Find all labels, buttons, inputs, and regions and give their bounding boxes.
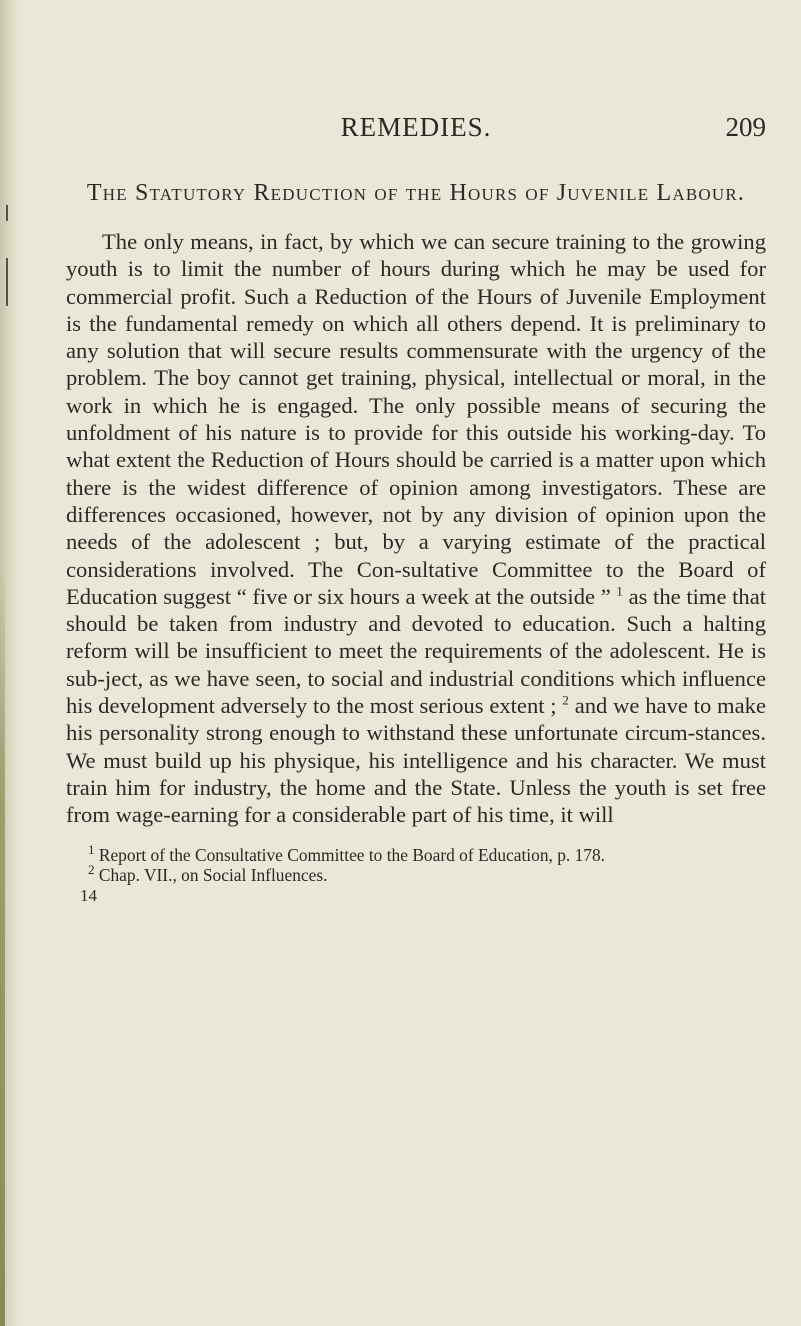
running-title: REMEDIES. [340,112,492,142]
body-paragraph [66,228,766,829]
book-page [66,112,766,906]
body-text-part: The only means, in fact, by which we can secure training to the growing youth is to limit the number of hours during which he may be used for commercial profit. Such a Reduction of the Hours of Juvenile Employment is the fundamental remedy on which all others depend. It is preliminary to any solution that will secure results commensurate with the urgency of the problem. The boy cannot get training, physical, intellectual or moral, in the work in which he is engaged. The only possible means of securing the unfoldment of his nature is to provide for this outside his working-day. To what extent the Reduction of Hours should be carried is a matter upon which there is the widest difference of opinion among investigators. These are differences occasioned, however, not by any division of opinion upon the needs of the adolescent ; but, by a varying estimate of the practical considerations involved. The Con-sultative Committee to the Board of Education suggest “ five or six hours a week at the outside ” [66,229,766,609]
binding-edge [0,560,5,1326]
running-head [66,112,766,152]
footnote-reference: 1 [616,583,623,599]
footnote-reference: 2 [562,692,569,708]
footnote-marker: 1 [88,841,95,857]
footnote [66,841,766,866]
footnote-text: Report of the Consultative Committee to the Board of Education, p. 178. [98,844,606,865]
footnote-text: Chap. VII., on Social Influences. [98,865,328,886]
signature-mark: 14 [80,885,97,905]
binding-mark [6,205,8,221]
page-number: 209 [725,112,766,142]
section-heading: The Statutory Reduction of the Hours of Juvenile Labour. [86,180,746,206]
footnotes [66,841,766,906]
body-text-part: and we have to make his personality strong enough to withstand these unfortunate circum-stances. We must build up his physique, his intelligence and his character. We must train him for industry, the home and the State. Unless the youth is set free from wage-earning for a considerable part of his time, it will [66,693,766,828]
footnote-marker: 2 [88,862,95,878]
binding-mark [6,258,8,306]
footnote [66,862,766,886]
body-text-part: as the time that should be taken from industry and devoted to education. Such a halting reform will be insufficient to meet the requirements of the adolescent. He is sub-ject, as we have seen, to social and industrial conditions which influence his development adversely to the most serious extent ; [66,583,767,719]
